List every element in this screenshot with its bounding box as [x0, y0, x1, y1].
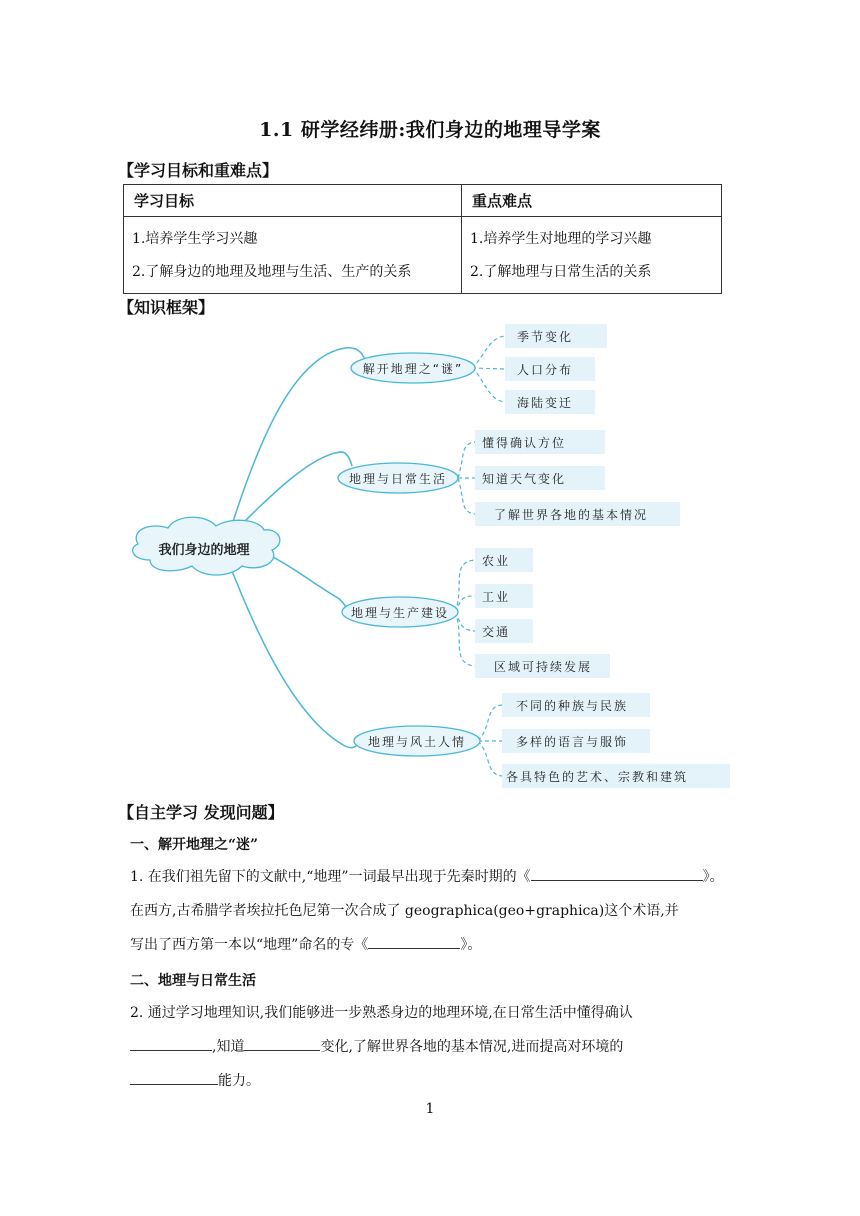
question-1: [130, 860, 740, 962]
part2-heading: 二、地理与日常生活: [130, 973, 256, 989]
branch-label: 地理与风土人情: [367, 735, 467, 749]
leaf-boxes: [475, 324, 730, 788]
branch-customs: [354, 726, 480, 756]
question-text: 》。: [460, 937, 482, 953]
branch-production: [342, 597, 458, 627]
mind-map-root: [133, 517, 280, 575]
goals-heading: 【学习目标和重难点】: [118, 161, 279, 180]
leaf-label: 懂得确认方位: [482, 436, 567, 450]
goal-item: 2.了解身边的地理及地理与生活、生产的关系: [132, 264, 412, 280]
answer-blank[interactable]: [130, 1069, 218, 1085]
branch-puzzle: [351, 353, 475, 383]
question-text: 变化,了解世界各地的基本情况,进而提高对环境的: [320, 1039, 624, 1055]
question-1-line-1: [130, 860, 740, 894]
key-point-item: 2.了解地理与日常生活的关系: [470, 264, 652, 280]
goals-table: [123, 184, 722, 294]
leaf-label: 了解世界各地的基本情况: [494, 508, 649, 522]
question-2-line-3: [130, 1064, 740, 1098]
leaf-label: 农业: [482, 554, 511, 568]
root-label: 我们身边的地理: [158, 543, 250, 558]
branch-daily-life: [338, 463, 458, 493]
self-study-heading: 【自主学习 发现问题】: [118, 803, 284, 822]
question-text: 写出了西方第一本以“地理”命名的专《: [130, 937, 369, 953]
question-text: 1. 在我们祖先留下的文献中,“地理”一词最早出现于先秦时期的《: [130, 869, 531, 885]
branch-label: 地理与日常生活: [348, 472, 448, 486]
question-text: 能力。: [218, 1073, 260, 1089]
goals-header-learning: 学习目标: [124, 185, 462, 217]
question-text: ,知道: [212, 1039, 245, 1055]
answer-blank[interactable]: [244, 1035, 320, 1051]
goals-header-key-points: 重点难点: [462, 185, 722, 217]
part1-heading: 一、解开地理之“迷”: [130, 837, 259, 853]
answer-blank[interactable]: [368, 933, 460, 949]
goals-cell-learning: [124, 217, 462, 294]
framework-heading: 【知识框架】: [118, 298, 215, 317]
leaf-label: 工业: [482, 590, 511, 604]
branch-label: 地理与生产建设: [350, 606, 450, 620]
knowledge-mind-map: [120, 316, 740, 794]
page-number: 1: [425, 1101, 435, 1117]
goal-item: 1.培养学生学习兴趣: [132, 231, 258, 247]
leaf-label: 交通: [482, 625, 511, 639]
key-point-item: 1.培养学生对地理的学习兴趣: [470, 231, 652, 247]
leaf-label: 季节变化: [517, 330, 574, 344]
question-2: [130, 996, 740, 1098]
leaf-label: 不同的种族与民族: [516, 699, 629, 713]
leaf-label: 知道天气变化: [482, 472, 567, 486]
leaf-label: 区域可持续发展: [494, 660, 593, 674]
answer-blank[interactable]: [531, 865, 703, 881]
question-1-line-2: 在西方,古希腊学者埃拉托色尼第一次合成了 geographica(geo+graphica)这个术语,并: [130, 903, 679, 919]
answer-blank[interactable]: [130, 1035, 212, 1051]
question-1-line-3: [130, 928, 740, 962]
question-2-line-2: [130, 1030, 740, 1064]
question-text: 》。: [702, 869, 724, 885]
leaf-label: 海陆变迁: [517, 396, 574, 410]
leaf-label: 人口分布: [517, 363, 574, 377]
leaf-label: 多样的语言与服饰: [516, 735, 629, 749]
goals-cell-key-points: [462, 217, 722, 294]
branch-label: 解开地理之“谜”: [362, 362, 464, 376]
question-2-line-1: 2. 通过学习地理知识,我们能够进一步熟悉身边的地理环境,在日常生活中懂得确认: [130, 1005, 633, 1021]
page-title: 1.1 研学经纬册:我们身边的地理导学案: [259, 119, 601, 141]
leaf-label: 各具特色的艺术、宗教和建筑: [506, 770, 689, 784]
